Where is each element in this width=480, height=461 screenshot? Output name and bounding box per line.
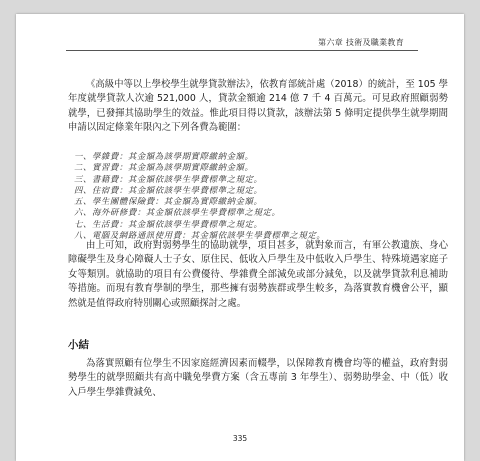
list-item: 二、實習費：其金額為該學期實際繳納金額。 xyxy=(74,162,254,173)
summary-paragraph: 為落實照顧有位學生不因家庭經濟因素而輟學，以保障教育機會均等的權益，政府對弱勢學生的就學照顧共有高中職免學費方案（含五專前 3 年學生）、弱勢助學金、中（低）收入戶學生學雜費減免、 xyxy=(68,358,448,398)
document-page xyxy=(16,14,464,461)
list-item: 四、住宿費：其金額依該學生學費標準之規定。 xyxy=(74,184,263,195)
list-item: 七、生活費：其金額依該學生學費標準之規定。 xyxy=(74,218,263,229)
fee-items-list xyxy=(74,151,325,241)
list-item: 一、學雜費：其金額為該學期實際繳納金額。 xyxy=(74,151,254,161)
header-rule xyxy=(66,50,418,51)
intro-paragraph: 《高級中等以上學校學生就學貸款辦法》，依教育部統計處（2018）的統計，至 105 學年度就學貸款人次逾 521,000 人，貸款金額逾 214 億 7 千 4 百萬元。可見政府照顧弱勢就學，已發揮其協助學生的效益。惟此項目得以貸款，該辦法第 5 條明定提供學生就學期間申請以固定條業年限內之下列各費為範圍： xyxy=(68,79,448,134)
section-heading: 小結 xyxy=(68,339,89,351)
list-item: 六、海外研修費：其金額依該學生學費標準之規定。 xyxy=(74,207,281,218)
list-item: 三、書籍費：其金額依該學生學費標準之規定。 xyxy=(74,173,263,184)
body-paragraph: 由上可知，政府對弱勢學生的協助就學，項目甚多，就對象而言，有軍公教遺族、身心障礙學生及身心障礙人士子女、原住民、低收入戶學生及中低收入戶學生、特殊境遇家庭子女等類別。就協助的項目有公費優待、學雜費全部減免或部分減免，以及就學貸款利息補助等措施。而現有教育學制的學生，那些擁有弱勢族群或學生較多，為落實教育機會公平，顯然就是值得政府特別關心或照顧探討之處。 xyxy=(68,240,448,309)
running-header: 第六章 技術及職業教育 xyxy=(318,38,404,47)
page-number: 335 xyxy=(232,434,248,443)
list-item: 八、電腦及網路通訊使用費：其金額依該學生學費標準之規定。 xyxy=(74,230,326,241)
list-item: 五、學生團體保險費：其金額為實際繳納金額。 xyxy=(74,196,263,207)
